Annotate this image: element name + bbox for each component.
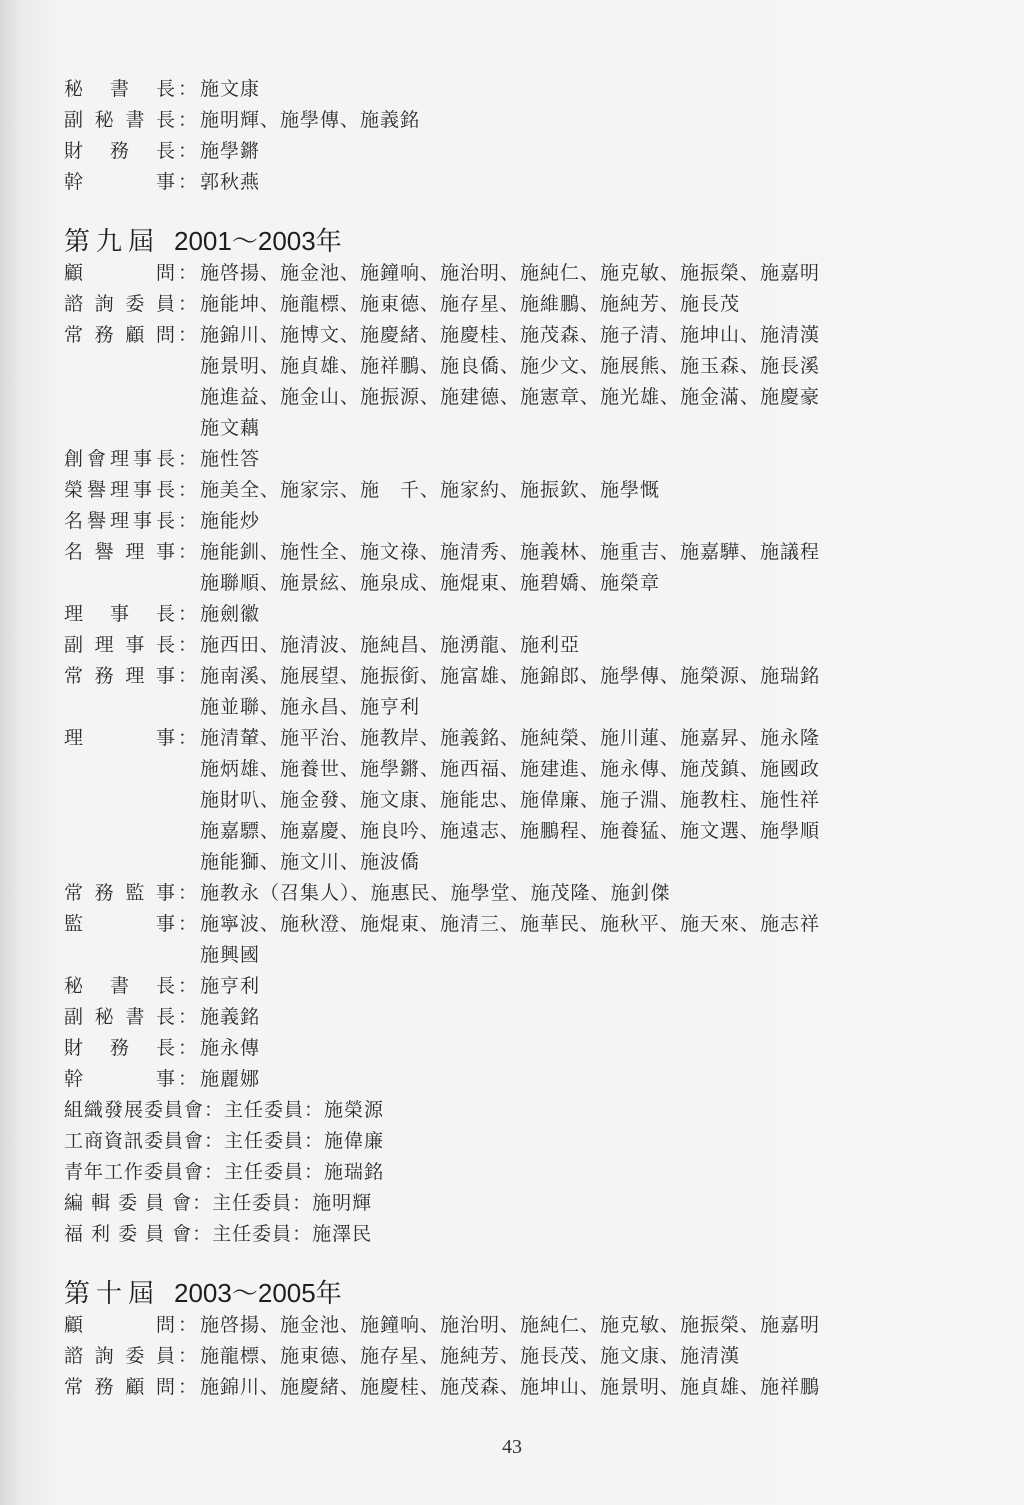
member-names-line: 施啓揚、施金池、施鐘响、施治明、施純仁、施克敏、施振榮、施嘉明 [200,262,821,284]
roster-row [64,971,944,1002]
member-names [200,1341,944,1372]
member-names-line: 施西田、施清波、施純昌、施湧龍、施利亞 [200,634,581,656]
member-names-line: 施清輦、施平治、施教岸、施義銘、施純榮、施川蓮、施嘉昇、施永隆 [200,727,821,749]
roster-row [64,444,944,475]
member-names [200,136,944,167]
term-9-committees [64,1095,944,1250]
roster-row [64,258,944,289]
section-heading-term-9 [64,224,944,258]
member-names-line: 施能炒 [200,510,261,532]
committee-row: 組織發展委員會：主任委員：施榮源 [64,1099,385,1121]
member-names-line: 施能坤、施龍標、施東德、施存星、施維鵬、施純芳、施長茂 [200,293,741,315]
roster-row [64,74,944,105]
role-label: 名譽理事 [64,541,176,563]
member-names [200,971,944,1002]
member-names-line: 施明輝、施學傳、施義銘 [200,109,421,131]
roster-row [64,661,944,723]
member-names-line: 施景明、施貞雄、施祥鵬、施良僑、施少文、施展熊、施玉森、施長溪 [200,355,821,377]
role-colon: ： [177,171,198,193]
roster-row [64,1033,944,1064]
roster-row [64,1064,944,1095]
roster-row [64,599,944,630]
member-names [200,320,944,444]
section-heading-term-10 [64,1276,944,1310]
roster-row [64,630,944,661]
member-names-line: 施嘉驃、施嘉慶、施良吟、施遠志、施鵬程、施養猛、施文選、施學順 [200,820,821,842]
role-label: 常務顧問 [64,1376,176,1398]
member-names [200,74,944,105]
member-names [200,1372,944,1403]
member-names [200,1064,944,1095]
term-years: 2001～2003年 [174,226,342,256]
member-names-line: 施啓揚、施金池、施鐘响、施治明、施純仁、施克敏、施振榮、施嘉明 [200,1314,821,1336]
member-names-line: 施能釧、施性全、施文祿、施清秀、施義林、施重吉、施嘉驊、施議程 [200,541,821,563]
member-names-line: 施聯順、施景絃、施泉成、施焜東、施碧嬌、施榮章 [200,572,661,594]
roster-row [64,909,944,971]
member-names-line: 施麗娜 [200,1068,261,1090]
member-names [200,661,944,723]
role-colon: ： [177,448,198,470]
role-label: 副理事長 [64,634,176,656]
member-names-line: 施財叭、施金發、施文康、施能忠、施偉廉、施子淵、施教柱、施性祥 [200,789,821,811]
member-names [200,723,944,878]
member-names-line: 施教永（召集人）、施惠民、施學堂、施茂隆、施釗傑 [200,882,671,904]
role-label: 常務理事 [64,665,176,687]
member-names [200,289,944,320]
role-colon: ： [177,78,198,100]
roster-row [64,320,944,444]
member-names [200,630,944,661]
role-colon: ： [177,510,198,532]
roster-row [64,723,944,878]
member-names-line: 施亨利 [200,975,261,997]
member-names-line: 施興國 [200,944,261,966]
officers-continued-block [64,74,944,198]
roster-row [64,105,944,136]
member-names [200,1033,944,1064]
role-colon: ： [177,541,198,563]
role-label: 創會理事長 [64,448,176,470]
role-colon: ： [177,1037,198,1059]
term-label: 第九屆 [64,226,161,256]
role-label: 幹 事 [64,171,176,193]
term-10-roster [64,1310,944,1403]
role-label: 副秘書長 [64,109,176,131]
member-names-line: 施炳雄、施養世、施學鏘、施西福、施建進、施永傳、施茂鎮、施國政 [200,758,821,780]
roster-row [64,1310,944,1341]
member-names-line: 施義銘 [200,1006,261,1028]
role-colon: ： [177,1006,198,1028]
roster-row [64,136,944,167]
role-label: 常務顧問 [64,324,176,346]
member-names-line: 施錦川、施慶緒、施慶桂、施茂森、施坤山、施景明、施貞雄、施祥鵬 [200,1376,821,1398]
committee-row: 工商資訊委員會：主任委員：施偉廉 [64,1130,385,1152]
role-label: 幹 事 [64,1068,176,1090]
role-label: 榮譽理事長 [64,479,176,501]
member-names-line: 郭秋燕 [200,171,261,193]
member-names [200,506,944,537]
role-colon: ： [177,665,198,687]
term-label: 第十屆 [64,1278,161,1308]
committee-row: 編 輯 委 員 會：主任委員：施明輝 [64,1192,373,1214]
member-names-line: 施並聯、施永昌、施亨利 [200,696,421,718]
roster-row [64,1341,944,1372]
role-label: 秘 書 長 [64,975,176,997]
member-names-line: 施南溪、施展望、施振銜、施富雄、施錦郎、施學傳、施榮源、施瑞銘 [200,665,821,687]
page-number: 43 [502,1436,522,1458]
member-names-line: 施文康 [200,78,261,100]
role-colon: ： [177,262,198,284]
member-names [200,167,944,198]
roster-row [64,289,944,320]
member-names [200,909,944,971]
role-colon: ： [177,293,198,315]
member-names-line: 施劍徽 [200,603,261,625]
roster-row [64,537,944,599]
member-names [200,878,944,909]
role-colon: ： [177,140,198,162]
role-label: 諮詢委員 [64,293,176,315]
member-names [200,475,944,506]
member-names-line: 施龍標、施東德、施存星、施純芳、施長茂、施文康、施清漢 [200,1345,741,1367]
role-colon: ： [177,634,198,656]
role-colon: ： [177,913,198,935]
roster-row [64,475,944,506]
member-names-line: 施能獅、施文川、施波僑 [200,851,421,873]
member-names-line: 施文藕 [200,417,261,439]
term-9-roster [64,258,944,1095]
member-names-line: 施錦川、施博文、施慶緒、施慶桂、施茂森、施子清、施坤山、施清漢 [200,324,821,346]
member-names [200,1310,944,1341]
roster-row [64,878,944,909]
role-colon: ： [177,324,198,346]
member-names [200,1002,944,1033]
role-label: 財 務 長 [64,1037,176,1059]
role-label: 財 務 長 [64,140,176,162]
member-names-line: 施美全、施家宗、施 千、施家約、施振欽、施學慨 [200,479,661,501]
member-names [200,258,944,289]
member-names-line: 施性答 [200,448,261,470]
member-names-line: 施學鏘 [200,140,261,162]
member-names [200,537,944,599]
role-label: 秘 書 長 [64,78,176,100]
member-names [200,444,944,475]
role-label: 名譽理事長 [64,510,176,532]
roster-row [64,1372,944,1403]
role-label: 理 事 長 [64,603,176,625]
role-colon: ： [177,1345,198,1367]
role-colon: ： [177,975,198,997]
member-names [200,599,944,630]
roster-row [64,1002,944,1033]
role-label: 副秘書長 [64,1006,176,1028]
term-years: 2003～2005年 [174,1278,342,1308]
role-label: 顧 問 [64,1314,176,1336]
role-colon: ： [177,479,198,501]
role-label: 常務監事 [64,882,176,904]
role-label: 理 事 [64,727,176,749]
member-names-line: 施永傳 [200,1037,261,1059]
role-colon: ： [177,1376,198,1398]
roster-row [64,167,944,198]
page-content [64,74,944,1403]
role-label: 監 事 [64,913,176,935]
role-colon: ： [177,109,198,131]
roster-row [64,506,944,537]
member-names-line: 施寧波、施秋澄、施焜東、施清三、施華民、施秋平、施天來、施志祥 [200,913,821,935]
committee-row: 青年工作委員會：主任委員：施瑞銘 [64,1161,385,1183]
role-colon: ： [177,727,198,749]
member-names-line: 施進益、施金山、施振源、施建德、施憲章、施光雄、施金滿、施慶豪 [200,386,821,408]
role-colon: ： [177,1068,198,1090]
role-colon: ： [177,603,198,625]
committee-row: 福 利 委 員 會：主任委員：施澤民 [64,1223,373,1245]
role-colon: ： [177,882,198,904]
role-label: 顧 問 [64,262,176,284]
role-colon: ： [177,1314,198,1336]
member-names [200,105,944,136]
role-label: 諮詢委員 [64,1345,176,1367]
